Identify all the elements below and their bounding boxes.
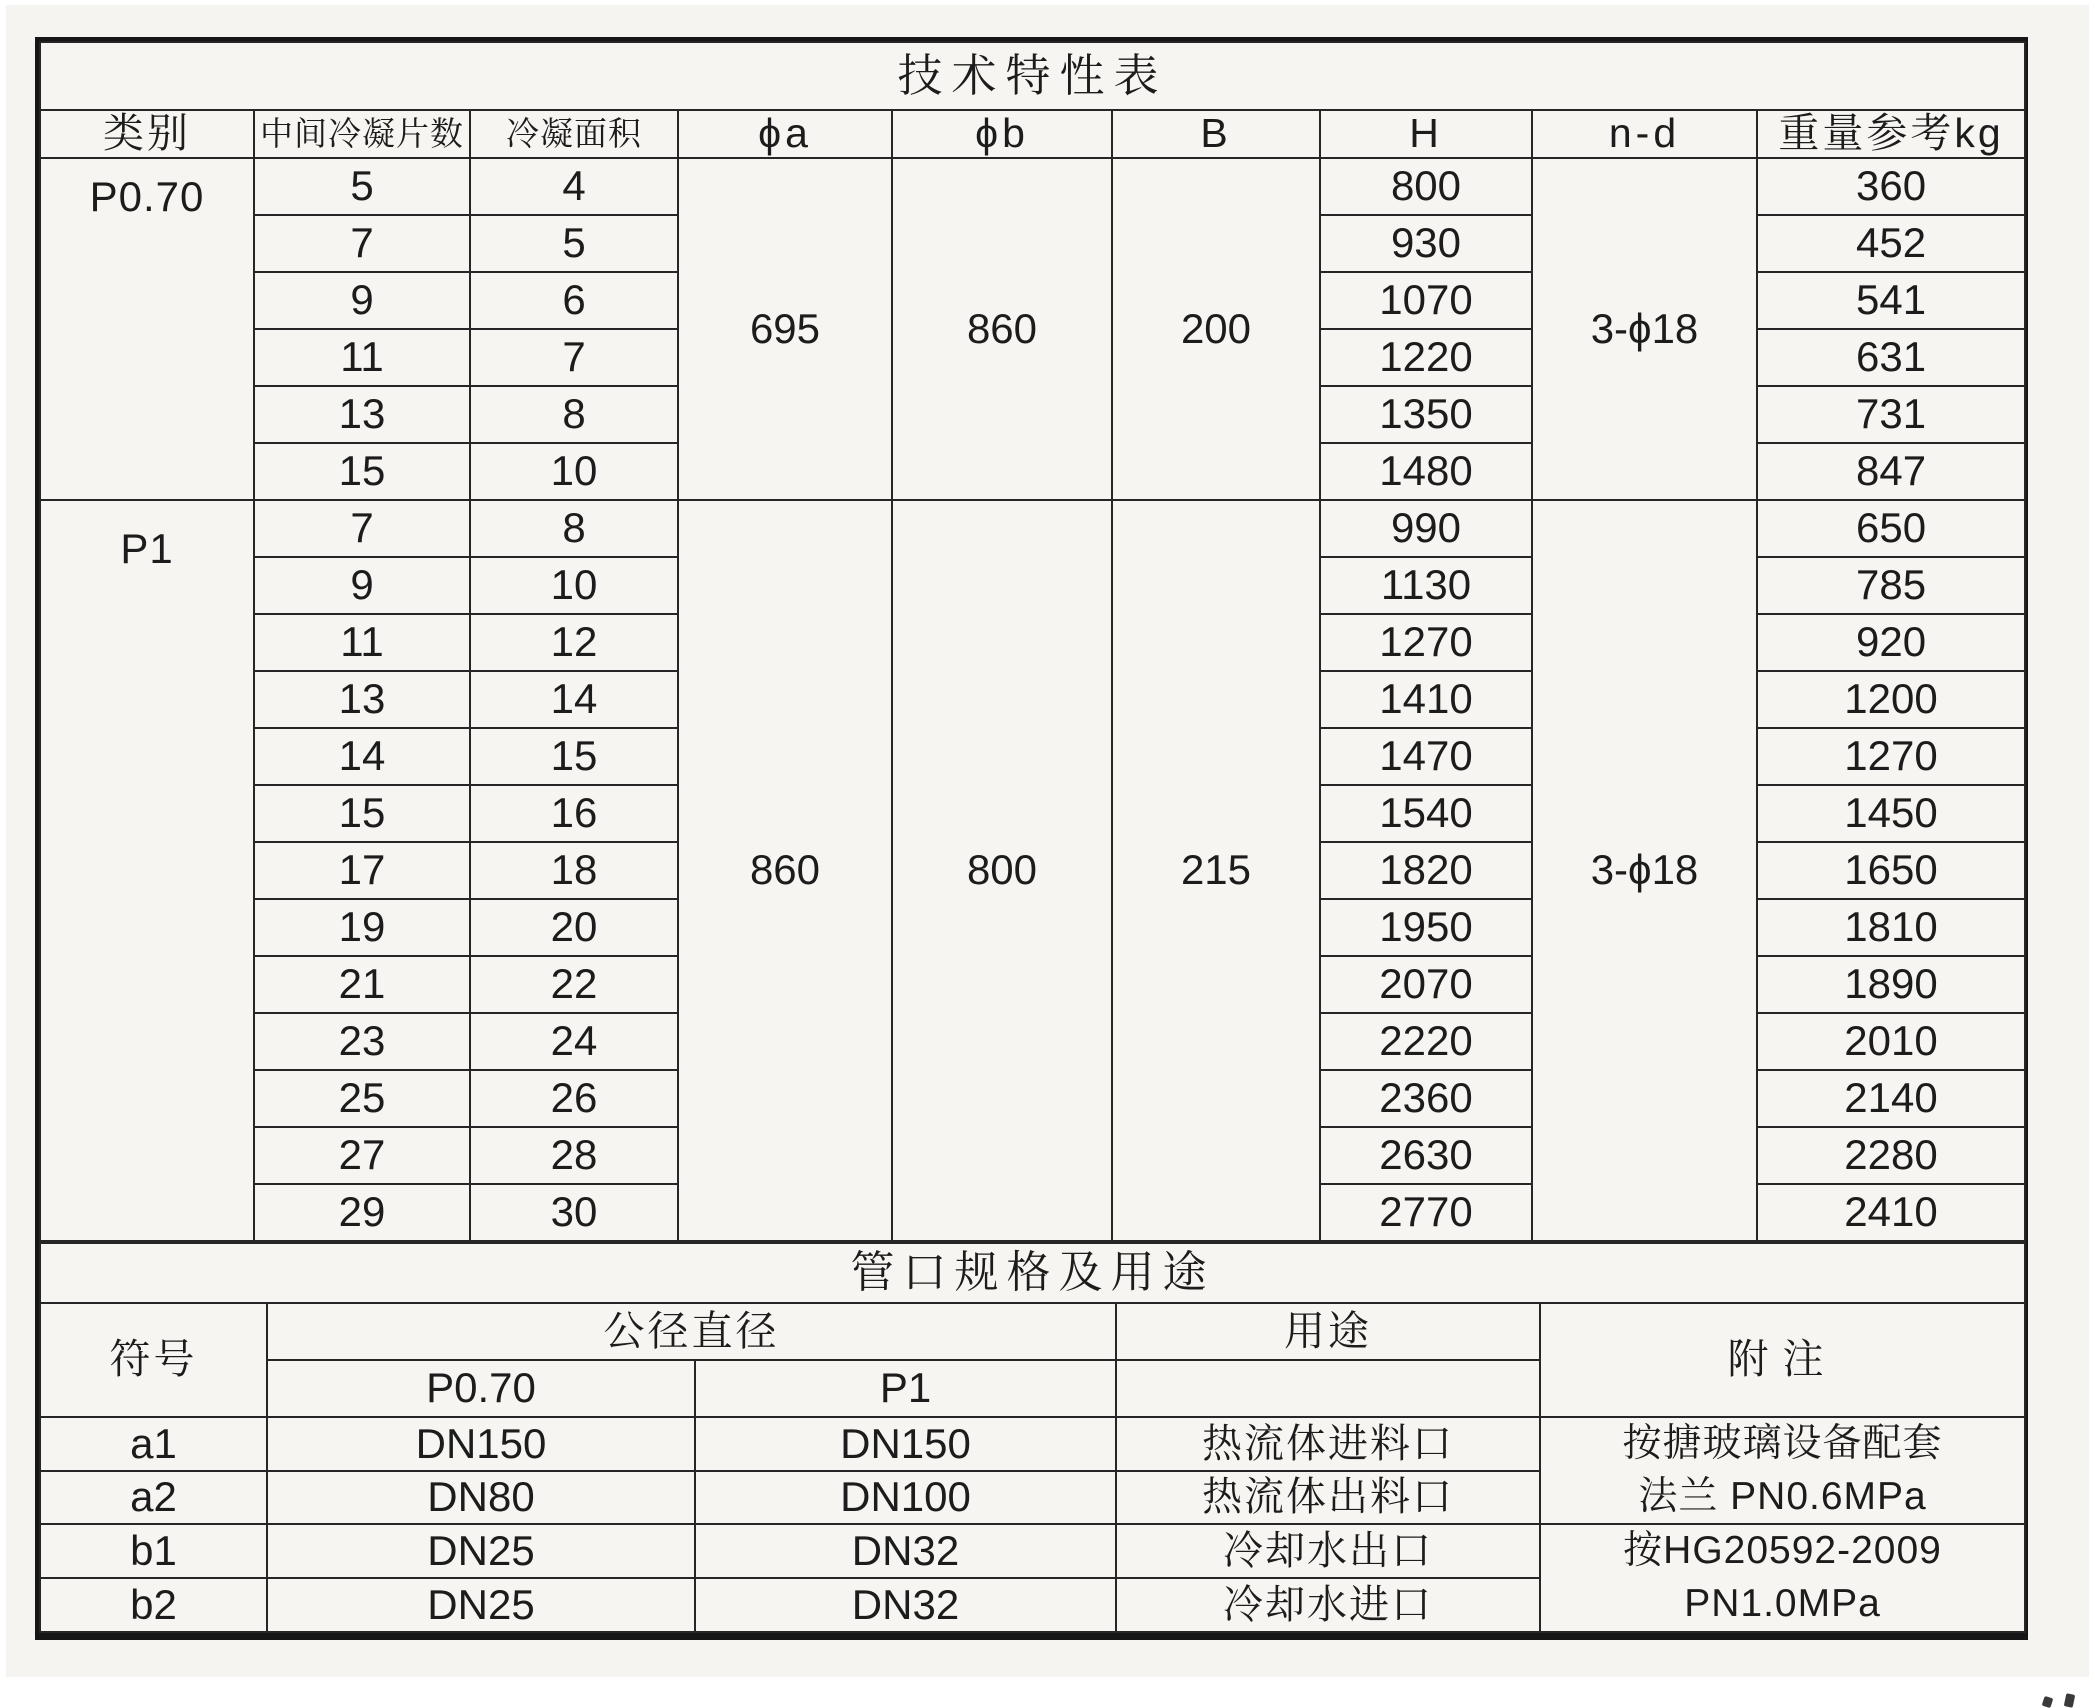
h-cell: 1270 [1320, 614, 1532, 671]
weight-cell: 1890 [1757, 956, 2025, 1013]
h-cell: 990 [1320, 500, 1532, 557]
col-header-phi-b: ϕb [892, 110, 1112, 158]
col-header-weight: 重量参考kg [1757, 110, 2025, 158]
paper-background [6, 5, 2089, 1677]
h-cell: 930 [1320, 215, 1532, 272]
h-cell: 1130 [1320, 557, 1532, 614]
note-cell-hg-standard [1540, 1524, 2025, 1631]
pieces-cell: 11 [254, 614, 470, 671]
note-line: 法兰 PN0.6MPa [1638, 1474, 1927, 1518]
h-cell: 1410 [1320, 671, 1532, 728]
tech-table-title: 技术特性表 [40, 42, 2025, 110]
area-cell: 4 [470, 158, 678, 215]
pieces-cell: 9 [254, 272, 470, 329]
weight-cell: 1270 [1757, 728, 2025, 785]
weight-cell: 785 [1757, 557, 2025, 614]
col-header-nd: n-d [1532, 110, 1757, 158]
area-cell: 26 [470, 1070, 678, 1127]
weight-cell: 1810 [1757, 899, 2025, 956]
b-cell: 215 [1112, 500, 1320, 1241]
pipe-table-title: 管口规格及用途 [40, 1243, 2025, 1303]
area-cell: 28 [470, 1127, 678, 1184]
dn-p070-cell: DN150 [267, 1417, 695, 1471]
h-cell: 1480 [1320, 443, 1532, 500]
pieces-cell: 19 [254, 899, 470, 956]
symbol-cell: a2 [40, 1471, 267, 1525]
h-cell: 2770 [1320, 1184, 1532, 1241]
area-cell: 18 [470, 842, 678, 899]
area-cell: 22 [470, 956, 678, 1013]
weight-cell: 1650 [1757, 842, 2025, 899]
h-cell: 1540 [1320, 785, 1532, 842]
area-cell: 8 [470, 500, 678, 557]
pieces-cell: 5 [254, 158, 470, 215]
pieces-cell: 7 [254, 215, 470, 272]
pieces-cell: 17 [254, 842, 470, 899]
symbol-cell: b1 [40, 1524, 267, 1578]
weight-cell: 1200 [1757, 671, 2025, 728]
weight-cell: 650 [1757, 500, 2025, 557]
category-cell: P1 [40, 500, 254, 1241]
use-cell: 冷却水出口 [1116, 1524, 1540, 1578]
pieces-cell: 13 [254, 671, 470, 728]
h-cell: 1950 [1320, 899, 1532, 956]
spec-sheet [35, 37, 2028, 1640]
dn-p1-cell: DN32 [695, 1524, 1116, 1578]
weight-cell: 2410 [1757, 1184, 2025, 1241]
use-subheader-empty-cell [1116, 1360, 1540, 1417]
weight-cell: 452 [1757, 215, 2025, 272]
col-header-b: B [1112, 110, 1320, 158]
h-cell: 1470 [1320, 728, 1532, 785]
weight-cell: 2010 [1757, 1013, 2025, 1070]
scan-artifact-mark [2064, 1693, 2076, 1708]
h-cell: 1350 [1320, 386, 1532, 443]
nd-cell: 3-ϕ18 [1532, 500, 1757, 1241]
phi-b-cell: 860 [892, 158, 1112, 500]
use-cell: 热流体进料口 [1116, 1417, 1540, 1471]
weight-cell: 631 [1757, 329, 2025, 386]
symbol-cell: a1 [40, 1417, 267, 1471]
pieces-cell: 14 [254, 728, 470, 785]
area-cell: 16 [470, 785, 678, 842]
pieces-cell: 15 [254, 785, 470, 842]
note-cell-flange [1540, 1417, 2025, 1524]
col-header-category: 类别 [40, 110, 254, 158]
weight-cell: 360 [1757, 158, 2025, 215]
dn-p1-cell: DN100 [695, 1471, 1116, 1525]
weight-cell: 731 [1757, 386, 2025, 443]
area-cell: 8 [470, 386, 678, 443]
area-cell: 7 [470, 329, 678, 386]
use-cell: 冷却水进口 [1116, 1578, 1540, 1632]
area-cell: 5 [470, 215, 678, 272]
dn-p1-cell: DN150 [695, 1417, 1116, 1471]
h-cell: 1820 [1320, 842, 1532, 899]
pieces-cell: 11 [254, 329, 470, 386]
dn-p070-cell: DN80 [267, 1471, 695, 1525]
pieces-cell: 25 [254, 1070, 470, 1127]
area-cell: 10 [470, 557, 678, 614]
tech-spec-table [39, 41, 2026, 1242]
h-cell: 800 [1320, 158, 1532, 215]
weight-cell: 847 [1757, 443, 2025, 500]
pieces-cell: 9 [254, 557, 470, 614]
h-cell: 2360 [1320, 1070, 1532, 1127]
weight-cell: 2280 [1757, 1127, 2025, 1184]
col-header-use: 用途 [1116, 1303, 1540, 1360]
category-cell: P0.70 [40, 158, 254, 500]
area-cell: 10 [470, 443, 678, 500]
h-cell: 2220 [1320, 1013, 1532, 1070]
pieces-cell: 21 [254, 956, 470, 1013]
area-cell: 6 [470, 272, 678, 329]
area-cell: 12 [470, 614, 678, 671]
pieces-cell: 27 [254, 1127, 470, 1184]
col-header-h: H [1320, 110, 1532, 158]
b-cell: 200 [1112, 158, 1320, 500]
weight-cell: 1450 [1757, 785, 2025, 842]
col-header-phi-a: ϕa [678, 110, 892, 158]
weight-cell: 2140 [1757, 1070, 2025, 1127]
area-cell: 15 [470, 728, 678, 785]
dn-p1-cell: DN32 [695, 1578, 1116, 1632]
nd-cell: 3-ϕ18 [1532, 158, 1757, 500]
pieces-cell: 23 [254, 1013, 470, 1070]
h-cell: 1070 [1320, 272, 1532, 329]
area-cell: 20 [470, 899, 678, 956]
area-cell: 24 [470, 1013, 678, 1070]
col-header-area: 冷凝面积 [470, 110, 678, 158]
phi-a-cell: 860 [678, 500, 892, 1241]
pieces-cell: 15 [254, 443, 470, 500]
note-line: PN1.0MPa [1684, 1581, 1881, 1625]
weight-cell: 920 [1757, 614, 2025, 671]
h-cell: 1220 [1320, 329, 1532, 386]
col-header-diameter: 公径直径 [267, 1303, 1116, 1360]
phi-a-cell: 695 [678, 158, 892, 500]
use-cell: 热流体出料口 [1116, 1471, 1540, 1525]
symbol-cell: b2 [40, 1578, 267, 1632]
pipe-port-table [39, 1242, 2026, 1633]
col-header-pieces: 中间冷凝片数 [254, 110, 470, 158]
area-cell: 30 [470, 1184, 678, 1241]
phi-b-cell: 800 [892, 500, 1112, 1241]
subheader-p1: P1 [695, 1360, 1116, 1417]
col-header-symbol: 符号 [40, 1303, 267, 1417]
area-cell: 14 [470, 671, 678, 728]
h-cell: 2070 [1320, 956, 1532, 1013]
note-line: 按HG20592-2009 [1623, 1529, 1942, 1573]
weight-cell: 541 [1757, 272, 2025, 329]
pieces-cell: 7 [254, 500, 470, 557]
pieces-cell: 29 [254, 1184, 470, 1241]
col-header-note: 附注 [1540, 1303, 2025, 1417]
dn-p070-cell: DN25 [267, 1524, 695, 1578]
h-cell: 2630 [1320, 1127, 1532, 1184]
note-line: 按搪玻璃设备配套 [1622, 1422, 1943, 1465]
dn-p070-cell: DN25 [267, 1578, 695, 1632]
pieces-cell: 13 [254, 386, 470, 443]
subheader-p070: P0.70 [267, 1360, 695, 1417]
